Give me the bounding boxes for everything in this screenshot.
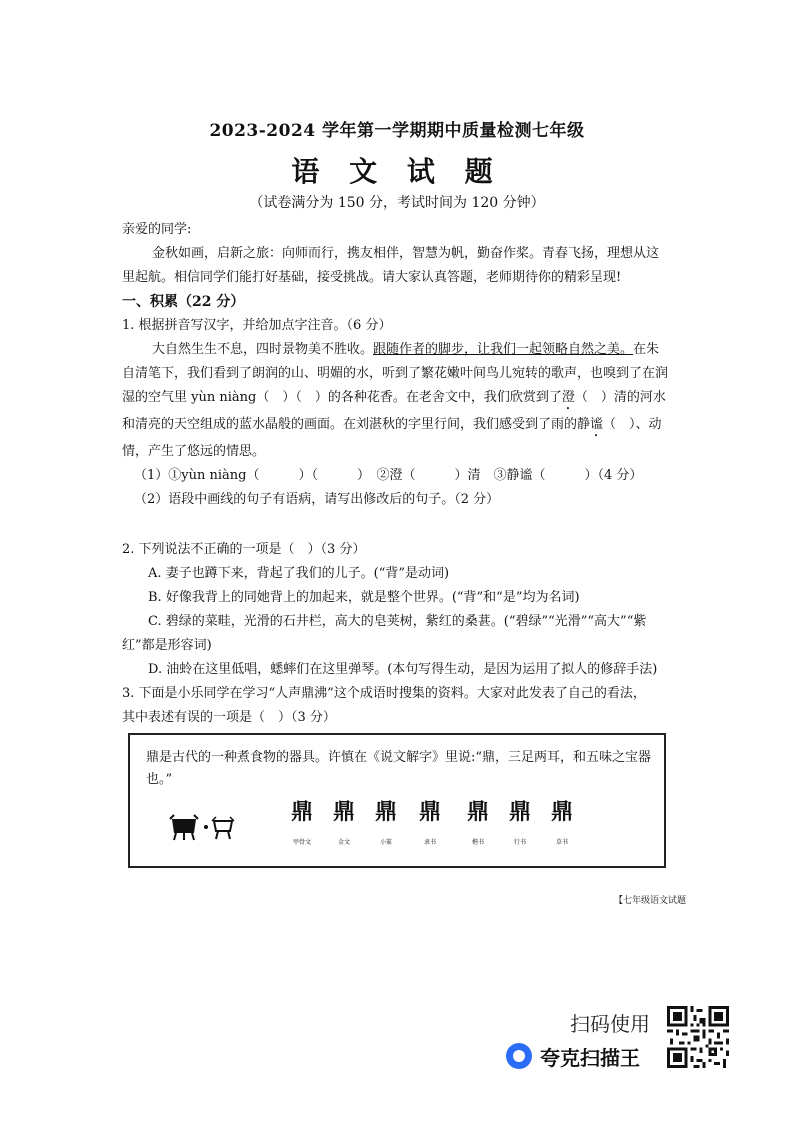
qr-code-icon[interactable] <box>667 1006 729 1068</box>
question-3-stem-continued: 其中表述有误的一项是（ ）（3 分） <box>122 710 336 725</box>
question-1-sub-1: （1）①yùn niàng（ ）（ ） ②澄（ ）清 ③静谧（ ）（4 分） <box>134 468 643 483</box>
script-label: 小篆 <box>379 839 392 846</box>
passage-text: （ ）、动情，产生了悠远的情思。 <box>122 417 662 459</box>
reference-text: 鼎是古代的一种煮食物的器具。许慎在《说文解字》里说:“鼎，三足两耳，和五味之宝器也。” <box>146 750 652 787</box>
ding-vessel-icon <box>168 813 238 841</box>
exam-header-title: 2023-2024 学年第一学期期中质量检测七年级 <box>209 121 585 141</box>
scanner-brand <box>506 1042 640 1070</box>
script-small-seal <box>366 797 406 849</box>
script-label: 甲骨文 <box>292 839 311 846</box>
question-1-stem: 1. 根据拼音写汉字，并给加点字注音。（6 分） <box>122 318 392 333</box>
dotted-char: 澄 <box>561 390 575 405</box>
script-label: 楷书 <box>471 839 484 846</box>
question-2-stem: 2. 下列说法不正确的一项是（ ）（3 分） <box>122 542 366 557</box>
brand-name: 夸克扫描王 <box>540 1045 640 1070</box>
option-c: C. 碧绿的菜畦，光滑的石井栏，高大的皂荚树，紫红的桑葚。(“碧绿”“光滑”“高大”“紫 <box>148 614 647 629</box>
greeting <box>122 218 670 290</box>
option-c-continued: 红”都是形容词) <box>122 638 212 653</box>
greeting-body: 金秋如画，启新之旅：向师而行，携友相伴，智慧为帆，勤奋作桨。青春飞扬，理想从这里起航。相信同学们能打好基础，接受挑战。请大家认真答题，老师期待你的精彩呈现! <box>122 246 660 285</box>
script-label: 金文 <box>337 839 350 846</box>
script-label: 行书 <box>513 839 526 846</box>
question-3-stem: 3. 下面是小乐同学在学习“人声鼎沸”这个成语时搜集的资料。大家对此发表了自己的看法， <box>122 686 646 701</box>
script-char: 鼎 <box>418 799 441 825</box>
script-char: 鼎 <box>290 799 313 825</box>
script-char: 鼎 <box>332 799 355 825</box>
footer-label: 【七年级语文试题 <box>614 896 687 906</box>
dotted-char: 谧 <box>590 417 604 432</box>
subject-title: 语 文 试 题 <box>291 155 503 188</box>
script-oracle <box>282 797 322 849</box>
script-char: 鼎 <box>374 799 397 825</box>
reference-box <box>128 733 666 868</box>
underlined-sentence: 跟随作者的脚步，让我们一起领略自然之美。 <box>373 342 634 357</box>
script-char: 鼎 <box>550 799 573 825</box>
script-regular <box>458 797 498 849</box>
script-running <box>500 797 540 849</box>
section-heading: 一、积累（22 分） <box>122 294 245 310</box>
quark-logo-icon <box>506 1043 532 1069</box>
script-char: 鼎 <box>466 799 489 825</box>
scan-label: 扫码使用 <box>570 1012 650 1036</box>
script-label: 草书 <box>555 839 568 846</box>
passage-text: 大自然生生不息，四时景物美不胜收。 <box>152 342 374 357</box>
question-1-sub-2: （2）语段中画线的句子有语病，请写出修改后的句子。（2 分） <box>134 492 500 507</box>
script-label: 隶书 <box>423 839 436 846</box>
passage-text: （ ）清的河水和清亮的天空组成的蓝水晶般的画面。在刘湛秋的字里行间，我们感受到了雨的静 <box>122 390 666 432</box>
option-b: B. 好像我背上的同她背上的加起来，就是整个世界。(“背”和“是”均为名词) <box>148 590 580 605</box>
script-evolution <box>282 797 582 857</box>
passage-text: 在朱自清笔下，我们看到了朗润的山、明媚的水，听到了繁花嫩叶间鸟儿宛转的歌声，也嗅到了在润湿的空气里 yùn niàng（ ）（ ）的各种花香。在老舍文中，我们欣赏到了 <box>122 342 669 405</box>
script-clerical <box>410 797 450 849</box>
option-d: D. 油蛉在这里低唱，蟋蟀们在这里弹琴。(本句写得生动，是因为运用了拟人的修辞手法) <box>148 662 658 677</box>
question-1-passage <box>122 338 670 464</box>
exam-info: （试卷满分为 150 分，考试时间为 120 分钟） <box>249 195 545 211</box>
question-3 <box>122 682 670 730</box>
script-char: 鼎 <box>508 799 531 825</box>
script-bronze <box>324 797 364 849</box>
question-2 <box>122 538 670 682</box>
option-a: A. 妻子也蹲下来，背起了我们的儿子。(“背”是动词) <box>148 566 450 581</box>
script-cursive <box>542 797 582 849</box>
section-1 <box>122 290 670 512</box>
greeting-salutation: 亲爱的同学: <box>122 222 192 237</box>
